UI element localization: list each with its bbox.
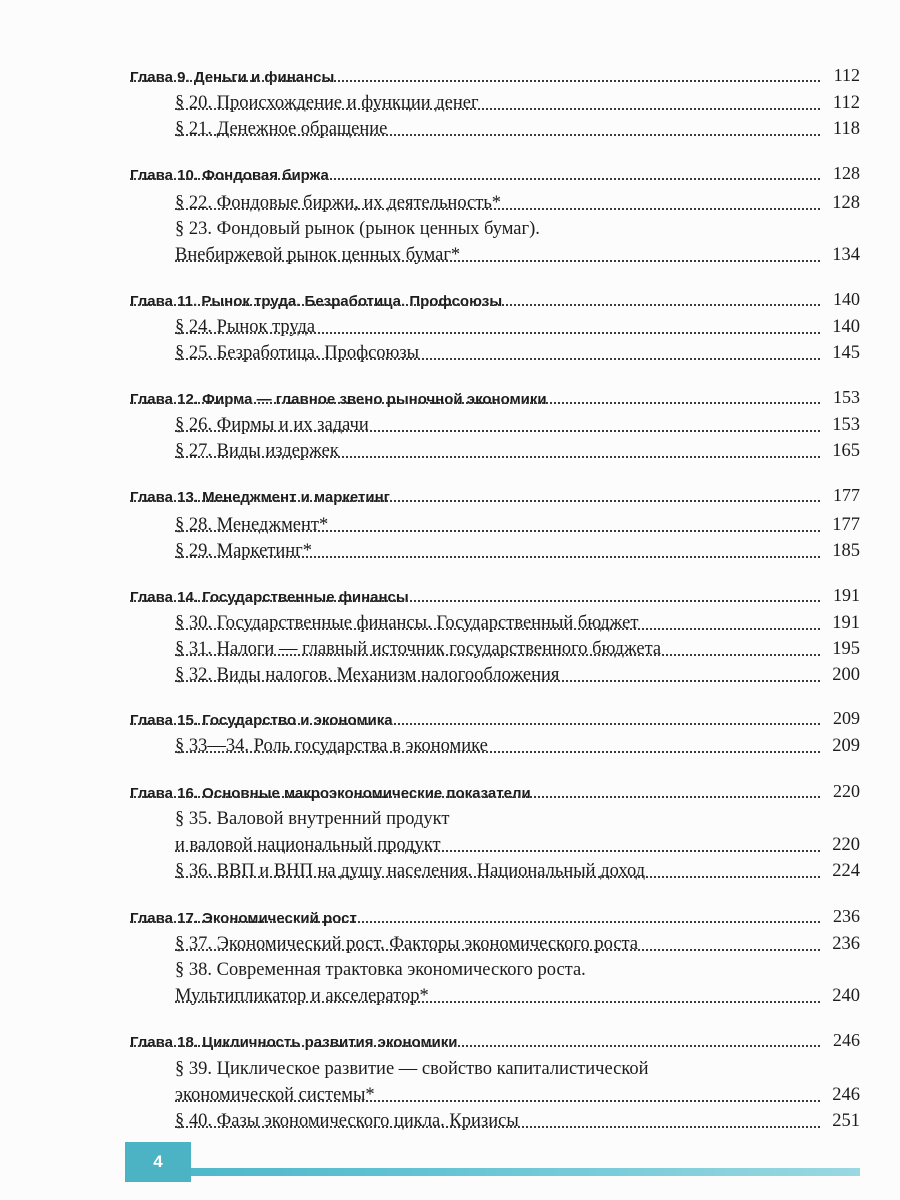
section-title: § 22. Фондовые биржи, их деятельность* [175, 193, 505, 214]
dot-leader [175, 680, 820, 682]
toc-chapter-entry [0, 482, 900, 508]
dot-leader [130, 921, 820, 923]
dot-leader [130, 1045, 820, 1047]
page-reference: 220 [829, 781, 860, 802]
toc-chapter-entry [0, 903, 900, 929]
page-reference: 112 [829, 93, 860, 114]
dot-leader [130, 600, 820, 602]
dot-leader [175, 208, 820, 210]
section-title: § 31. Налоги — главный источник государственного бюджета [175, 639, 665, 660]
toc-section-entry [0, 1056, 900, 1082]
section-title: § 23. Фондовый рынок (рынок ценных бумаг). [175, 219, 544, 240]
section-title: § 25. Безработица. Профсоюзы [175, 343, 423, 364]
page-number [125, 1142, 191, 1182]
toc-chapter-entry [0, 62, 900, 88]
toc-section-entry [0, 832, 900, 858]
dot-leader [175, 430, 820, 432]
page-reference: 236 [829, 906, 860, 927]
chapter-title: Глава 14. Государственные финансы [130, 589, 413, 606]
toc-section-entry [0, 242, 900, 268]
dot-leader [130, 304, 820, 306]
section-title: § 33—34. Роль государства в экономике [175, 736, 492, 757]
section-title: § 29. Маркетинг* [175, 541, 316, 562]
dot-leader [175, 876, 820, 878]
toc-section-entry [0, 983, 900, 1009]
page-reference: 140 [829, 289, 860, 310]
page-reference: 153 [829, 387, 860, 408]
page-reference: 236 [828, 934, 860, 955]
dot-leader [175, 628, 820, 630]
page-reference: 220 [828, 835, 860, 856]
dot-leader [175, 1001, 820, 1003]
chapter-title: Глава 12. Фирма — главное звено рыночной экономики [130, 391, 551, 408]
section-title: § 39. Циклическое развитие — свойство капиталистической [175, 1059, 653, 1080]
toc-section-entry [0, 538, 900, 564]
toc-section-entry [0, 733, 900, 759]
toc-section-entry [0, 412, 900, 438]
toc-section-entry [0, 662, 900, 688]
page-reference: 251 [828, 1111, 860, 1132]
dot-leader [175, 1100, 820, 1102]
section-title: § 21. Денежное обращение [175, 119, 391, 140]
dot-leader [130, 796, 820, 798]
toc-section-entry [0, 1082, 900, 1108]
page-reference: 200 [828, 665, 860, 686]
toc-chapter-entry [0, 705, 900, 731]
section-title: § 38. Современная трактовка экономического роста. [175, 960, 590, 981]
section-title: Внебиржевой рынок ценных бумаг* [175, 245, 464, 266]
toc-section-entry [0, 116, 900, 142]
section-title: § 36. ВВП и ВНП на душу населения. Национальный доход [175, 861, 649, 882]
dot-leader [175, 949, 820, 951]
page-reference: 134 [828, 245, 860, 266]
page-reference: 185 [828, 541, 860, 562]
footer-accent-bar [125, 1168, 860, 1176]
toc-section-entry [0, 216, 900, 242]
toc-section-entry [0, 957, 900, 983]
dot-leader [130, 723, 820, 725]
dot-leader [175, 751, 820, 753]
section-title: § 30. Государственные финансы. Государственный бюджет [175, 613, 642, 634]
toc-section-entry [0, 1108, 900, 1134]
toc-section-entry [0, 340, 900, 366]
toc-section-entry [0, 190, 900, 216]
dot-leader [175, 530, 820, 532]
section-title: экономической системы* [175, 1085, 379, 1106]
chapter-title: Глава 16. Основные макроэкономические показатели [130, 785, 535, 802]
toc-chapter-entry [0, 384, 900, 410]
toc-section-entry [0, 438, 900, 464]
page-reference: 118 [829, 119, 860, 140]
section-title: § 32. Виды налогов. Механизм налогообложения [175, 665, 563, 686]
page-reference: 145 [828, 343, 860, 364]
page-reference: 240 [828, 986, 860, 1007]
page-reference: 153 [828, 415, 860, 436]
dot-leader [175, 134, 820, 136]
toc-chapter-entry [0, 582, 900, 608]
page-number-label: 4 [153, 1152, 163, 1171]
page-reference: 209 [829, 708, 860, 729]
dot-leader [130, 80, 820, 82]
toc-chapter-entry [0, 1027, 900, 1053]
page-reference: 209 [828, 736, 860, 757]
dot-leader [175, 456, 820, 458]
page-reference: 128 [828, 193, 860, 214]
page-reference: 112 [830, 65, 860, 86]
toc-section-entry [0, 512, 900, 538]
chapter-title: Глава 11. Рынок труда. Безработица. Профсоюзы [130, 293, 506, 310]
section-title: § 26. Фирмы и их задачи [175, 415, 373, 436]
page-reference: 140 [828, 317, 860, 338]
page-reference: 191 [829, 585, 860, 606]
toc-section-entry [0, 806, 900, 832]
toc-section-entry [0, 931, 900, 957]
page-reference: 246 [828, 1085, 860, 1106]
page-reference: 246 [829, 1030, 860, 1051]
toc-section-entry [0, 314, 900, 340]
dot-leader [175, 556, 820, 558]
dot-leader [175, 1126, 820, 1128]
section-title: Мультипликатор и акселератор* [175, 986, 433, 1007]
dot-leader [175, 108, 820, 110]
dot-leader [130, 500, 820, 502]
toc-chapter-entry [0, 286, 900, 312]
chapter-title: Глава 13. Менеджмент и маркетинг [130, 489, 394, 506]
chapter-title: Глава 9. Деньги и финансы [130, 69, 338, 86]
dot-leader [130, 402, 820, 404]
dot-leader [175, 850, 820, 852]
section-title: § 35. Валовой внутренний продукт [175, 809, 453, 830]
section-title: § 27. Виды издержек [175, 441, 343, 462]
dot-leader [130, 178, 820, 180]
page-reference: 177 [829, 485, 860, 506]
chapter-title: Глава 17. Экономический рост [130, 910, 361, 927]
section-title: § 24. Рынок труда [175, 317, 319, 338]
toc-section-entry [0, 636, 900, 662]
section-title: и валовой национальный продукт [175, 835, 445, 856]
dot-leader [175, 358, 820, 360]
chapter-title: Глава 18. Цикличность развития экономики [130, 1034, 462, 1051]
page-reference: 177 [828, 515, 860, 536]
chapter-title: Глава 10. Фондовая биржа [130, 167, 333, 184]
page-reference: 128 [829, 163, 860, 184]
page-reference: 224 [828, 861, 860, 882]
section-title: § 20. Происхождение и функции денег [175, 93, 483, 114]
toc-chapter-entry [0, 160, 900, 186]
dot-leader [175, 332, 820, 334]
toc-chapter-entry [0, 778, 900, 804]
chapter-title: Глава 15. Государство и экономика [130, 712, 397, 729]
page-reference: 191 [828, 613, 860, 634]
toc-section-entry [0, 90, 900, 116]
page-reference: 165 [828, 441, 860, 462]
section-title: § 40. Фазы экономического цикла. Кризисы [175, 1111, 523, 1132]
page-reference: 195 [828, 639, 860, 660]
toc-section-entry [0, 610, 900, 636]
toc-section-entry [0, 858, 900, 884]
section-title: § 37. Экономический рост. Факторы экономического роста [175, 934, 642, 955]
section-title: § 28. Менеджмент* [175, 515, 332, 536]
dot-leader [175, 260, 820, 262]
dot-leader [175, 654, 820, 656]
